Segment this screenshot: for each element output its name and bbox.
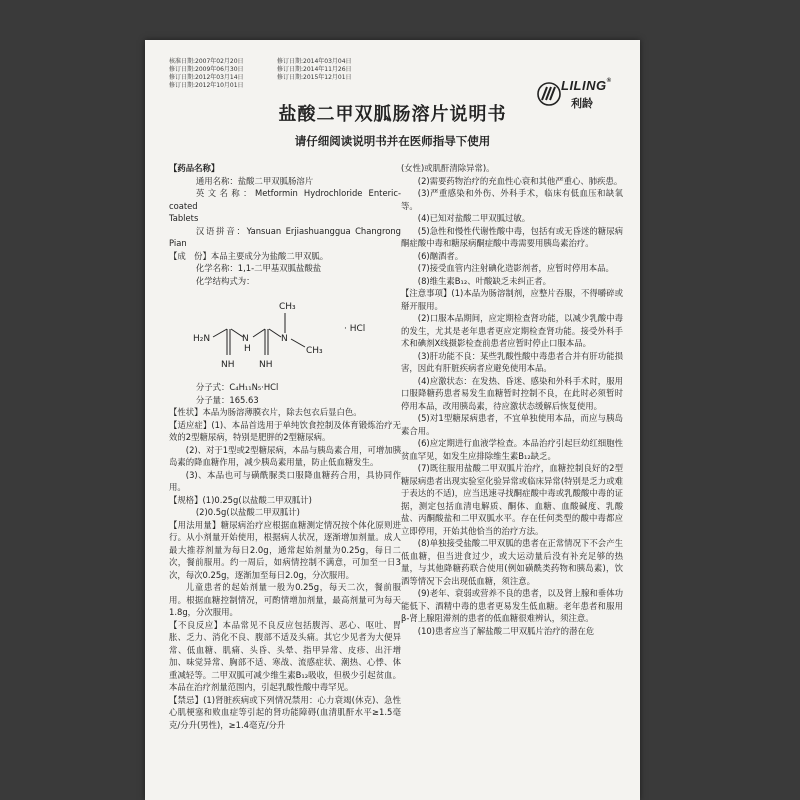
paragraph: (3)肝功能不良：某些乳酸性酸中毒患者合并有肝功能损害，因此有肝脏疾病者应避免使用本品。 bbox=[401, 350, 623, 373]
paragraph: (7)接受血管内注射碘化造影剂者，应暂时停用本品。 bbox=[417, 263, 614, 273]
formula-h2n: H₂N bbox=[193, 334, 211, 344]
paragraph: (2)0.5g(以盐酸二甲双胍计) bbox=[195, 507, 300, 517]
paragraph: 【用法用量】糖尿病治疗应根据血糖测定情况按个体化原则进行。从小剂量开始使用，根据病人状况，逐渐增加剂量。成人最大推荐剂量为每日2.0g，通常起始剂量为0.25g，每日二次，餐前服用。约一周后，如病情控制不满意，可加至一日3次，每次0.25g，逐渐加至每日2.0g，分次服用。 bbox=[169, 519, 401, 580]
paragraph: (6)酗酒者。 bbox=[417, 250, 464, 261]
formula-nh1: NH bbox=[221, 360, 235, 370]
revision-date: 修订日期:2009年06月30日 bbox=[169, 66, 244, 73]
paragraph: (5)急性和慢性代谢性酸中毒，包括有或无昏迷的糖尿病酮症酸中毒和糖尿病酮症酸中毒需要用胰岛素治疗。 bbox=[401, 225, 623, 248]
revision-row bbox=[169, 66, 385, 74]
formula-ch3-right: CH₃ bbox=[306, 346, 323, 356]
paragraph: 【规格】(1)0.25g(以盐酸二甲双胍计) bbox=[169, 494, 312, 505]
right-column bbox=[401, 162, 623, 637]
formula-n: N bbox=[281, 334, 288, 344]
paragraph: (8)单独接受盐酸二甲双胍的患者在正常情况下不会产生低血糖，但当进食过少，或大运动量后没有补充足够的热量，与其他降糖药联合使用(例如磺酰类药物和胰岛素)，饮酒等情况下会出现低血糖，须注意。 bbox=[401, 538, 623, 586]
formula-nh2: NH bbox=[259, 360, 273, 370]
logo-text: LILING® bbox=[561, 78, 612, 93]
paragraph: 【禁忌】(1)肾脏疾病或下列情况禁用：心力衰竭(休克)、急性心肌梗塞和败血症等引起的肾功能障碍(血清肌酐水平≥1.5毫克/分升(男性)，≥1.4毫克/分升 bbox=[169, 694, 401, 730]
logo-chinese: 利龄 bbox=[571, 97, 593, 110]
revision-date: 修订日期:2012年03月14日 bbox=[169, 74, 244, 81]
paragraph: (5)对1型糖尿病患者，不宜单独使用本品，而应与胰岛素合用。 bbox=[401, 413, 623, 436]
paragraph: 【适应症】(1)、本品首选用于单纯饮食控制及体育锻炼治疗无效的2型糖尿病，特别是肥胖的2型糖尿病。 bbox=[169, 419, 401, 442]
formula-ch3-top: CH₃ bbox=[279, 302, 296, 312]
paragraph: 化学名称：1,1-二甲基双胍盐酸盐 bbox=[195, 263, 322, 273]
paragraph: 英文名称：Metformin Hydrochloride Enteric-coated bbox=[169, 188, 401, 211]
revision-row bbox=[169, 58, 385, 66]
paragraph: 【不良反应】本品常见不良反应包括腹泻、恶心、呕吐、胃胀、乏力、消化不良、腹部不适及头痛。其它少见者为大便异常、低血糖、肌痛、头昏、头晕、指甲异常、皮疹、出汗增加、味觉异常、胸部不适、寒战、流感症状、潮热、心悸、体重减轻等。二甲双胍可减少维生素B₁₂吸收，但极少引起贫血。本品在治疗剂量范围内，引起乳酸性酸中毒罕见。 bbox=[169, 619, 401, 692]
revision-date: 核准日期:2007年02月20日 bbox=[169, 58, 244, 65]
chemical-structure bbox=[169, 293, 401, 381]
formula-h: H bbox=[244, 344, 251, 354]
paragraph: (9)老年、衰弱或营养不良的患者，以及肾上腺和垂体功能低下、酒精中毒的患者更易发生低血糖。老年患者和服用β-肾上腺阻滞剂的患者的低血糖很难辨认，须注意。 bbox=[401, 588, 623, 623]
revision-row bbox=[169, 74, 385, 82]
paragraph: 【注意事项】(1)本品为肠溶制剂，应整片吞服，不得嚼碎或掰开服用。 bbox=[401, 288, 623, 311]
metformin-structure-icon bbox=[179, 293, 349, 381]
paragraph: (2)、对于1型或2型糖尿病，本品与胰岛素合用，可增加胰岛素的降血糖作用，减少胰岛素用量，防止低血糖发生。 bbox=[169, 444, 401, 467]
paragraph: (8)维生素B₁₂、叶酸缺乏未纠正者。 bbox=[417, 275, 551, 286]
revision-date: 修订日期:2012年10月01日 bbox=[169, 82, 244, 89]
paragraph: (2)需要药物治疗的充血性心衰和其他严重心、肺疾患。 bbox=[417, 175, 623, 186]
section-heading: 【药品名称】 bbox=[169, 163, 220, 173]
paragraph: 分子式：C₄H₁₁N₅·HCl bbox=[195, 382, 279, 392]
paragraph: (6)应定期进行血液学检查。本品治疗引起巨幼红细胞性贫血罕见，如发生应排除维生素B₁₂缺乏。 bbox=[401, 438, 623, 461]
document-title: 盐酸二甲双胍肠溶片说明书 bbox=[278, 104, 507, 125]
paragraph: (女性)或肌酐清除异常)。 bbox=[401, 163, 495, 173]
paragraph: 分子量：165.63 bbox=[195, 394, 259, 405]
left-column bbox=[169, 162, 401, 731]
paragraph: 儿童患者的起始剂量一般为0.25g，每天二次，餐前服用。根据血糖控制情况，可酌情增加剂量，最高剂量可为每天1.8g，分次服用。 bbox=[169, 582, 401, 617]
paragraph: Tablets bbox=[169, 213, 199, 223]
paragraph: (2)口服本品期间，应定期检查肾功能，以减少乳酸中毒的发生，尤其是老年患者更应定期检查肾功能。接受外科手术和碘剂X线摄影检查前患者应暂时停止口服本品。 bbox=[401, 313, 623, 348]
revision-date: 修订日期:2015年12月01日 bbox=[277, 74, 352, 81]
paragraph: (3)、本品也可与磺酰脲类口服降血糖药合用，具协同作用。 bbox=[169, 469, 401, 492]
paragraph: (4)应激状态：在发热、昏迷、感染和外科手术时，服用口服降糖药患者易发生血糖暂时控制不良，在此时必须暂时停用本品，改用胰岛素，待应激状态缓解后恢复使用。 bbox=[401, 375, 623, 411]
paragraph: 【成 份】本品主要成分为盐酸二甲双胍。 bbox=[169, 250, 329, 261]
revision-dates bbox=[169, 58, 385, 90]
paragraph: (4)已知对盐酸二甲双胍过敏。 bbox=[417, 213, 531, 223]
revision-row bbox=[169, 82, 385, 90]
formula-hcl: · HCl bbox=[344, 324, 366, 334]
instruction-leaflet bbox=[145, 40, 640, 800]
paragraph: 化学结构式为： bbox=[195, 275, 255, 286]
paragraph: 通用名称：盐酸二甲双胍肠溶片 bbox=[195, 175, 314, 186]
paragraph: (3)严重感染和外伤、外科手术，临床有低血压和缺氧等。 bbox=[401, 188, 623, 211]
revision-date: 修订日期:2014年11月26日 bbox=[277, 66, 352, 73]
revision-date: 修订日期:2014年03月04日 bbox=[277, 58, 352, 65]
document-subtitle: 请仔细阅读说明书并在医师指导下使用 bbox=[294, 134, 491, 148]
paragraph: 汉语拼音：Yansuan Erjiashuanggua Changrong Pian bbox=[169, 225, 401, 248]
paragraph: (7)既往服用盐酸二甲双胍片治疗，血糖控制良好的2型糖尿病患者出现实验室化验异常或临床异常(特别是乏力或难于表达的不适)，应当迅速寻找酮症酸中毒或乳酸酸中毒的证据，测定包括血清电解质、酮体、血糖、血酸碱度、乳酸盐、丙酮酸盐和二甲双胍水平。存在任何类型的酸中毒都应立即停用，开始其他恰当的治疗方法。 bbox=[401, 463, 623, 536]
paragraph: 【性状】本品为肠溶薄膜衣片，除去包衣后显白色。 bbox=[169, 407, 362, 417]
formula-n-h: N bbox=[242, 334, 249, 344]
paragraph: (10)患者应当了解盐酸二甲双胍片治疗的潜在危 bbox=[417, 625, 595, 636]
